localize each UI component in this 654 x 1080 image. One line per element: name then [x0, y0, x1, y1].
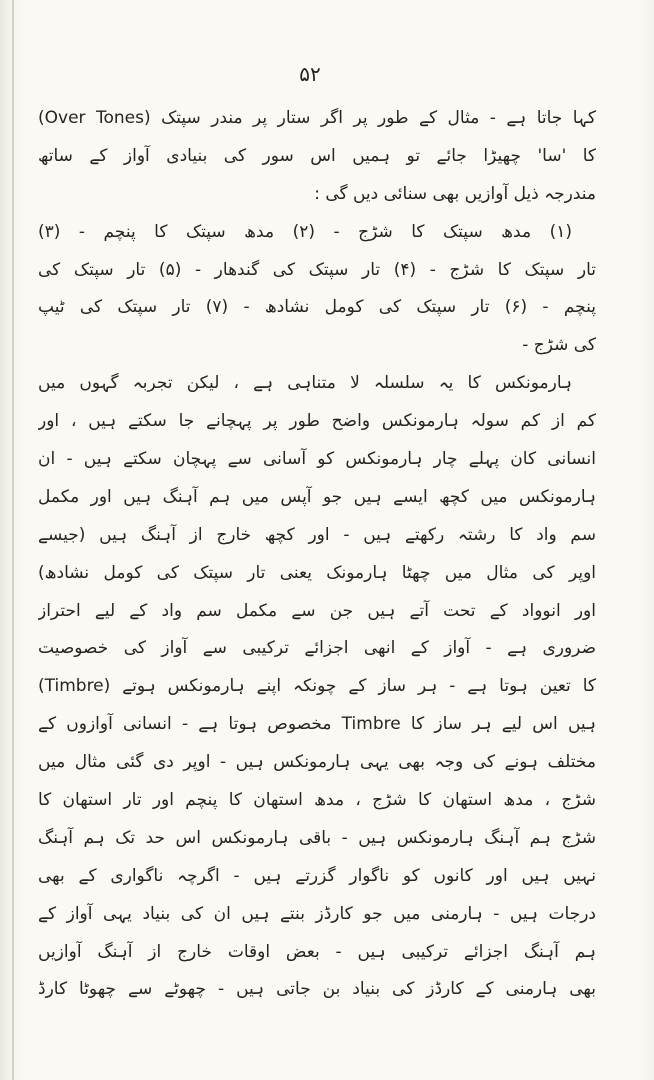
text-line: شڑج ہم آہنگ ہارمونکس ہیں - باقی ہارمونکس اس حد تک ہم آہنگ [38, 827, 596, 848]
text-line: کم از کم سولہ ہارمونکس واضح طور پر پہچانے جا سکتے ہیں ، اور [38, 411, 596, 432]
text-line: مندرجہ ذیل آوازیں بھی سنائی دیں گی : [314, 183, 596, 204]
text-line: (Over Tones) کہا جاتا ہے - مثال کے طور پر اگر ستار پر مندر سپتک [38, 108, 596, 128]
text-line: سم واد کا رشتہ رکھتے ہیں - اور کچھ خارج از آہنگ ہیں (جیسے [38, 524, 596, 545]
text-line: شڑج ، مدھ استھان کا شڑج ، مدھ استھان کا پنچم اور تار استھان کا [38, 790, 596, 811]
text-line: نہیں ہیں اور کانوں کو ناگوار گزرتے ہیں - اگرچہ ناگواری کے بھی [38, 865, 596, 886]
body-text [38, 100, 596, 1009]
text-line: (Timbre) کا تعین ہوتا ہے - ہر ساز کے چونکہ اپنے ہارمونکس ہوتے [38, 676, 596, 697]
paragraph-overtones [38, 100, 596, 214]
paragraph-harmonic-list [38, 214, 596, 366]
page-gutter-edge [12, 0, 14, 1080]
page-number: ۵۲ [299, 62, 321, 86]
text-line: تار سپتک کا شڑج - (۴) تار سپتک کی گندھار - (۵) تار سپتک کی [38, 259, 596, 280]
text-line: ضروری ہے - آواز کے انھی اجزائے ترکیبی سے آواز کی خصوصیت [38, 638, 596, 659]
text-line: بھی ہارمنی کے کارڈز کی بنیاد بن جاتی ہیں - چھوٹے سے چھوٹا کارڈ [38, 979, 596, 1000]
text-line: ہم آہنگ اجزائے ترکیبی ہیں - بعض اوقات خارج از آہنگ آوازیں [38, 941, 596, 962]
paragraph-harmonics-series [38, 365, 596, 1009]
text-line: اوپر کی مثال میں چھٹا ہارمونک یعنی تار سپتک کی کومل نشادھ) [38, 562, 596, 583]
text-line: درجات ہیں - ہارمنی میں جو کارڈز بنتے ہیں ان کی بنیاد یہی آواز کے [38, 903, 596, 924]
text-line: ہارمونکس میں کچھ ایسے ہیں جو آپس میں ہم آہنگ ہیں اور مکمل [38, 486, 596, 507]
text-line: انسانی کان پہلے چار ہارمونکس کو آسانی سے پہچان سکتے ہیں - ان [38, 449, 596, 470]
text-line: مختلف ہونے کی وجہ بھی یہی ہارمونکس ہیں - اوپر دی گئی مثال میں [38, 752, 596, 773]
text-line: کا 'سا' چھیڑا جائے تو ہمیں اس سور کی بنیادی آواز کے ساتھ [38, 145, 596, 166]
text-line: ہیں اس لیے ہر ساز کا Timbre مخصوص ہوتا ہے - انسانی آوازوں کے [38, 714, 596, 735]
text-line: پنچم - (۶) تار سپتک کی کومل نشادھ - (۷) تار سپتک کی ٹیپ [38, 297, 596, 318]
text-line: (۱) مدھ سپتک کا شڑج - (۲) مدھ سپتک کا پنچم - (۳) [38, 221, 572, 242]
text-line: کی شڑج - [522, 335, 596, 356]
text-line: ہارمونکس کا یہ سلسلہ لا متناہی ہے ، لیکن تجربہ گہوں میں [38, 373, 572, 394]
text-line: اور انوواد کے تحت آتے ہیں جن سے مکمل سم واد کے لیے احتراز [38, 600, 596, 621]
